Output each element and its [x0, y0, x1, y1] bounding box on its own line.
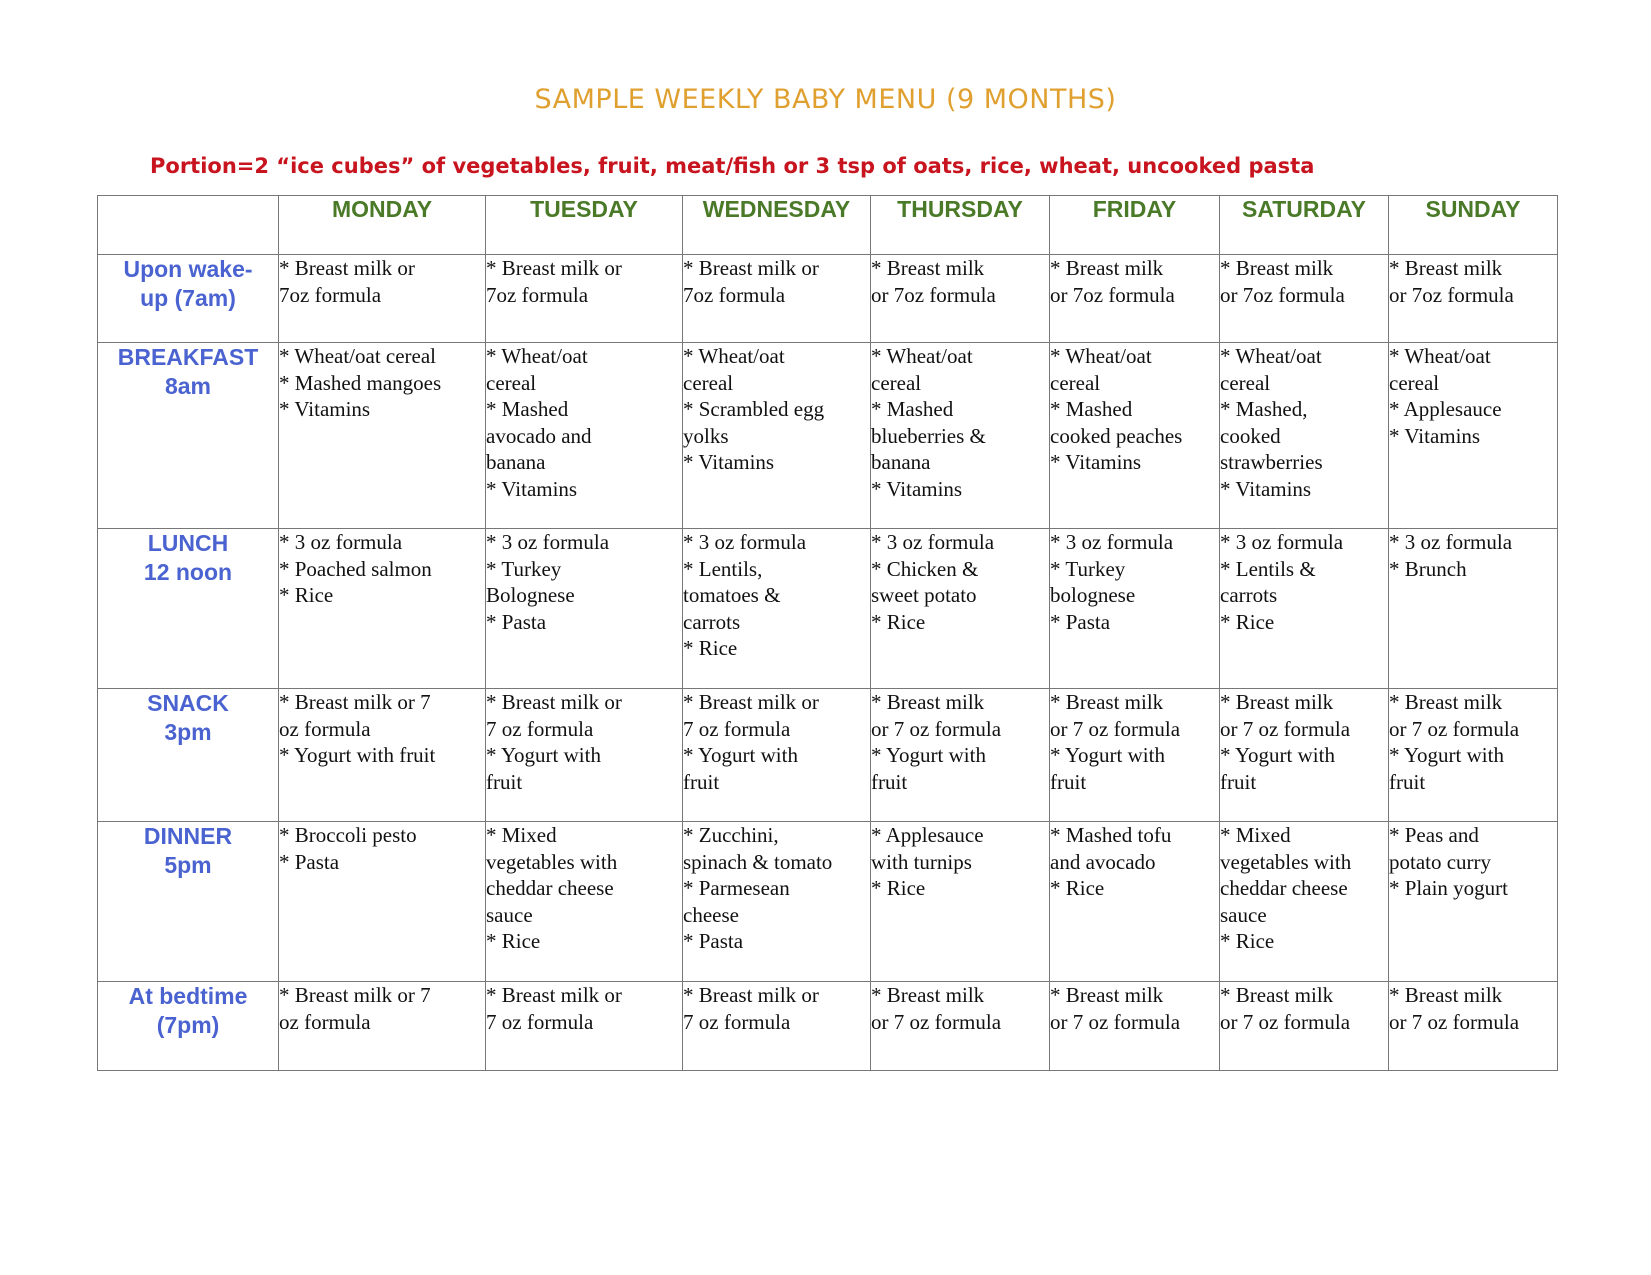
- menu-item-line: strawberries: [1220, 450, 1323, 474]
- menu-item-line: * Turkey: [1050, 556, 1126, 581]
- menu-cell: [486, 982, 683, 1071]
- menu-item-line: * Breast milk: [1220, 256, 1334, 280]
- menu-item-line: * Mashed mangoes: [279, 370, 442, 395]
- menu-item-line: or 7 oz formula: [1220, 716, 1351, 741]
- menu-item-line: * Mashed: [871, 397, 954, 421]
- menu-cell: [871, 822, 1050, 982]
- menu-item-line: * Mashed tofu: [1050, 823, 1172, 847]
- day-header: MONDAY: [279, 196, 486, 255]
- menu-cell: [683, 689, 871, 822]
- menu-item-line: * Yogurt with: [486, 743, 601, 767]
- menu-item-line: yolks: [683, 423, 729, 448]
- menu-cell: [1050, 982, 1220, 1071]
- menu-item-line: * Yogurt with: [871, 743, 986, 767]
- day-header: FRIDAY: [1050, 196, 1220, 255]
- menu-item-line: * Breast milk: [871, 256, 985, 280]
- menu-cell: [1050, 343, 1220, 529]
- menu-item-line: cereal: [871, 370, 922, 395]
- menu-item-line: 7oz formula: [486, 282, 589, 307]
- menu-item-line: * Breast milk: [871, 690, 985, 714]
- menu-item-line: * Pasta: [1050, 609, 1111, 634]
- menu-item-line: or 7 oz formula: [1220, 1009, 1351, 1034]
- menu-item-line: * Rice: [1220, 929, 1275, 953]
- menu-item-line: * Yogurt with: [683, 743, 798, 767]
- menu-item-line: * Vitamins: [486, 476, 578, 501]
- menu-item-line: cheddar cheese: [1220, 876, 1348, 900]
- menu-cell: [279, 982, 486, 1071]
- menu-item-line: cooked: [1220, 423, 1281, 448]
- menu-item-line: * Applesauce: [871, 823, 984, 847]
- menu-cell: [871, 529, 1050, 689]
- menu-cell: [1220, 343, 1389, 529]
- menu-item-line: * Mixed: [486, 823, 557, 847]
- menu-cell: [1389, 822, 1558, 982]
- menu-item-line: cooked peaches: [1050, 423, 1183, 448]
- menu-item-line: spinach & tomato: [683, 849, 833, 874]
- meal-label-line: LUNCH: [147, 530, 229, 556]
- menu-item-line: 7oz formula: [279, 282, 382, 307]
- menu-cell: [1389, 982, 1558, 1071]
- meal-row: [98, 982, 1558, 1071]
- meal-label: [98, 255, 279, 343]
- menu-cell: [683, 529, 871, 689]
- menu-item-line: 7oz formula: [683, 282, 786, 307]
- menu-item-line: * Lentils,: [683, 556, 763, 581]
- menu-item-line: * Turkey: [486, 556, 562, 581]
- menu-item-line: fruit: [871, 769, 908, 794]
- menu-cell: [683, 343, 871, 529]
- menu-item-line: fruit: [1220, 769, 1257, 794]
- menu-item-line: * Breast milk or: [683, 690, 819, 714]
- menu-cell: [279, 343, 486, 529]
- menu-cell: [1050, 529, 1220, 689]
- meal-label-line: SNACK: [147, 690, 229, 716]
- menu-item-line: 7 oz formula: [486, 1009, 594, 1034]
- menu-item-line: * Rice: [279, 583, 334, 607]
- menu-item-line: * Breast milk or 7: [279, 690, 431, 714]
- menu-cell: [279, 689, 486, 822]
- menu-item-line: * Breast milk: [871, 983, 985, 1007]
- menu-item-line: potato curry: [1389, 849, 1492, 874]
- menu-item-line: cheddar cheese: [486, 876, 614, 900]
- menu-item-line: * 3 oz formula: [1220, 530, 1344, 554]
- menu-item-line: * Rice: [683, 636, 738, 660]
- meal-label: [98, 529, 279, 689]
- menu-item-line: vegetables with: [1220, 849, 1352, 874]
- meal-label-line: (7pm): [156, 1012, 220, 1038]
- menu-item-line: * Wheat/oat: [1220, 344, 1322, 368]
- menu-item-line: or 7 oz formula: [1050, 1009, 1181, 1034]
- menu-item-line: * Lentils &: [1220, 556, 1316, 581]
- menu-item-line: 7 oz formula: [683, 1009, 791, 1034]
- menu-item-line: * Breast milk: [1389, 256, 1503, 280]
- menu-cell: [486, 689, 683, 822]
- meal-label: [98, 982, 279, 1071]
- menu-item-line: * Parmesean: [683, 876, 790, 900]
- day-header: TUESDAY: [486, 196, 683, 255]
- menu-item-line: 7 oz formula: [683, 716, 791, 741]
- menu-item-line: * Breast milk: [1220, 690, 1334, 714]
- menu-cell: [1220, 689, 1389, 822]
- menu-item-line: * Poached salmon: [279, 556, 432, 581]
- menu-item-line: * Broccoli pesto: [279, 823, 417, 847]
- day-header: THURSDAY: [871, 196, 1050, 255]
- menu-item-line: 7 oz formula: [486, 716, 594, 741]
- menu-cell: [1220, 529, 1389, 689]
- menu-item-line: * Yogurt with fruit: [279, 743, 436, 767]
- menu-item-line: * Wheat/oat: [1050, 344, 1152, 368]
- menu-cell: [1389, 255, 1558, 343]
- meal-label: [98, 343, 279, 529]
- menu-cell: [871, 689, 1050, 822]
- menu-cell: [1220, 255, 1389, 343]
- menu-item-line: * Yogurt with: [1050, 743, 1165, 767]
- menu-item-line: * Wheat/oat: [871, 344, 973, 368]
- menu-item-line: * Breast milk or: [486, 983, 622, 1007]
- menu-item-line: * Mixed: [1220, 823, 1291, 847]
- menu-item-line: banana: [486, 450, 546, 474]
- menu-cell: [1389, 343, 1558, 529]
- menu-item-line: * Wheat/oat: [1389, 344, 1491, 368]
- menu-item-line: or 7oz formula: [1050, 282, 1175, 307]
- menu-item-line: * Breast milk or 7: [279, 983, 431, 1007]
- menu-cell: [1389, 529, 1558, 689]
- menu-item-line: * Breast milk: [1050, 983, 1164, 1007]
- menu-cell: [683, 255, 871, 343]
- menu-item-line: banana: [871, 450, 931, 474]
- menu-item-line: * Scrambled egg: [683, 397, 825, 421]
- menu-cell: [279, 822, 486, 982]
- menu-cell: [486, 529, 683, 689]
- menu-cell: [871, 343, 1050, 529]
- menu-item-line: * Rice: [1220, 609, 1275, 634]
- menu-item-line: cereal: [486, 370, 537, 395]
- menu-cell: [683, 822, 871, 982]
- menu-item-line: avocado and: [486, 423, 592, 448]
- menu-item-line: sauce: [486, 902, 533, 927]
- menu-item-line: * Vitamins: [1050, 450, 1142, 474]
- menu-item-line: * Breast milk: [1220, 983, 1334, 1007]
- meal-row: [98, 822, 1558, 982]
- menu-item-line: * Vitamins: [683, 450, 775, 474]
- menu-item-line: fruit: [1389, 769, 1426, 794]
- menu-item-line: sweet potato: [871, 583, 977, 607]
- meal-row: [98, 529, 1558, 689]
- menu-item-line: * Zucchini,: [683, 823, 779, 847]
- menu-item-line: * Yogurt with: [1389, 743, 1504, 767]
- menu-item-line: or 7oz formula: [871, 282, 996, 307]
- menu-cell: [1050, 689, 1220, 822]
- menu-item-line: * Breast milk or: [279, 256, 415, 280]
- menu-item-line: * 3 oz formula: [486, 530, 610, 554]
- menu-item-line: tomatoes &: [683, 583, 781, 607]
- menu-item-line: * Mashed,: [1220, 397, 1308, 421]
- page-title: SAMPLE WEEKLY BABY MENU (9 MONTHS): [534, 84, 1117, 115]
- menu-item-line: or 7 oz formula: [871, 716, 1002, 741]
- menu-item-line: * Breast milk: [1389, 983, 1503, 1007]
- menu-item-line: * 3 oz formula: [279, 530, 403, 554]
- menu-item-line: cereal: [1050, 370, 1101, 395]
- menu-item-line: * Vitamins: [279, 397, 371, 421]
- meal-label-line: 12 noon: [143, 559, 233, 585]
- menu-item-line: carrots: [683, 609, 741, 634]
- menu-item-line: sauce: [1220, 902, 1267, 927]
- menu-item-line: fruit: [486, 769, 523, 794]
- menu-cell: [279, 529, 486, 689]
- menu-item-line: cereal: [1220, 370, 1271, 395]
- menu-cell: [1050, 822, 1220, 982]
- menu-item-line: * Vitamins: [871, 476, 963, 501]
- menu-cell: [1389, 689, 1558, 822]
- menu-item-line: * 3 oz formula: [871, 530, 995, 554]
- menu-cell: [683, 982, 871, 1071]
- menu-item-line: * Mashed: [1050, 397, 1133, 421]
- meal-row: [98, 255, 1558, 343]
- menu-item-line: * Breast milk or: [486, 256, 622, 280]
- menu-item-line: * Vitamins: [1389, 423, 1481, 448]
- menu-item-line: * Pasta: [279, 849, 340, 874]
- menu-item-line: carrots: [1220, 583, 1278, 607]
- menu-item-line: fruit: [1050, 769, 1087, 794]
- menu-cell: [486, 255, 683, 343]
- meal-label: [98, 689, 279, 822]
- menu-item-line: with turnips: [871, 849, 972, 874]
- weekly-menu-table: [97, 195, 1558, 1071]
- day-header: WEDNESDAY: [683, 196, 871, 255]
- menu-item-line: bolognese: [1050, 583, 1136, 607]
- menu-cell: [871, 255, 1050, 343]
- menu-item-line: * Rice: [486, 929, 541, 953]
- menu-cell: [279, 255, 486, 343]
- menu-cell: [1050, 255, 1220, 343]
- portion-note: Portion=2 “ice cubes” of vegetables, fruit, meat/fish or 3 tsp of oats, rice, wheat, uncooked pasta: [150, 154, 1315, 178]
- menu-item-line: * Breast milk or: [683, 983, 819, 1007]
- meal-row: [98, 343, 1558, 529]
- menu-item-line: or 7 oz formula: [1389, 716, 1520, 741]
- menu-item-line: * Rice: [871, 609, 926, 634]
- menu-item-line: cereal: [1389, 370, 1440, 395]
- day-header: SATURDAY: [1220, 196, 1389, 255]
- menu-item-line: * Wheat/oat cereal: [279, 344, 437, 368]
- menu-item-line: or 7oz formula: [1220, 282, 1345, 307]
- menu-item-line: * Breast milk or: [683, 256, 819, 280]
- menu-cell: [486, 822, 683, 982]
- menu-item-line: oz formula: [279, 1009, 371, 1034]
- menu-item-line: * Yogurt with: [1220, 743, 1335, 767]
- meal-label-line: 5pm: [164, 852, 212, 878]
- meal-label-line: up (7am): [140, 285, 236, 311]
- menu-item-line: * Breast milk or: [486, 690, 622, 714]
- menu-item-line: vegetables with: [486, 849, 618, 874]
- menu-item-line: * Pasta: [683, 929, 744, 953]
- menu-item-line: * Applesauce: [1389, 397, 1502, 421]
- menu-item-line: * 3 oz formula: [683, 530, 807, 554]
- meal-label-line: At bedtime: [128, 983, 248, 1009]
- menu-item-line: * Peas and: [1389, 823, 1479, 847]
- menu-item-line: or 7oz formula: [1389, 282, 1514, 307]
- menu-item-line: * Breast milk: [1050, 256, 1164, 280]
- menu-item-line: cereal: [683, 370, 734, 395]
- meal-label: [98, 822, 279, 982]
- meal-label-line: BREAKFAST: [117, 344, 259, 370]
- menu-item-line: * Rice: [1050, 876, 1105, 900]
- corner-cell: [98, 196, 279, 255]
- menu-cell: [486, 343, 683, 529]
- menu-item-line: or 7 oz formula: [1050, 716, 1181, 741]
- menu-item-line: * Chicken &: [871, 556, 979, 581]
- menu-cell: [871, 982, 1050, 1071]
- menu-item-line: * Vitamins: [1220, 476, 1312, 501]
- menu-item-line: or 7 oz formula: [1389, 1009, 1520, 1034]
- meal-label-line: Upon wake-: [123, 256, 253, 282]
- menu-item-line: * 3 oz formula: [1050, 530, 1174, 554]
- day-header: SUNDAY: [1389, 196, 1558, 255]
- menu-item-line: * Breast milk: [1389, 690, 1503, 714]
- day-header-row: [98, 196, 1558, 255]
- menu-item-line: * Breast milk: [1050, 690, 1164, 714]
- menu-item-line: * Mashed: [486, 397, 569, 421]
- menu-item-line: * Pasta: [486, 609, 547, 634]
- menu-cell: [1220, 822, 1389, 982]
- menu-item-line: * Wheat/oat: [683, 344, 785, 368]
- menu-item-line: * Rice: [871, 876, 926, 900]
- menu-item-line: cheese: [683, 902, 739, 927]
- menu-item-line: or 7 oz formula: [871, 1009, 1002, 1034]
- menu-cell: [1220, 982, 1389, 1071]
- meal-label-line: 8am: [164, 373, 212, 399]
- menu-item-line: Bolognese: [486, 583, 575, 607]
- menu-item-line: * Plain yogurt: [1389, 876, 1508, 900]
- menu-item-line: * Wheat/oat: [486, 344, 588, 368]
- menu-item-line: * 3 oz formula: [1389, 530, 1513, 554]
- menu-item-line: oz formula: [279, 716, 371, 741]
- meal-row: [98, 689, 1558, 822]
- menu-item-line: and avocado: [1050, 849, 1156, 874]
- menu-item-line: fruit: [683, 769, 720, 794]
- meal-label-line: 3pm: [164, 719, 212, 745]
- menu-item-line: * Brunch: [1389, 556, 1467, 581]
- meal-label-line: DINNER: [143, 823, 233, 849]
- menu-item-line: blueberries &: [871, 423, 986, 448]
